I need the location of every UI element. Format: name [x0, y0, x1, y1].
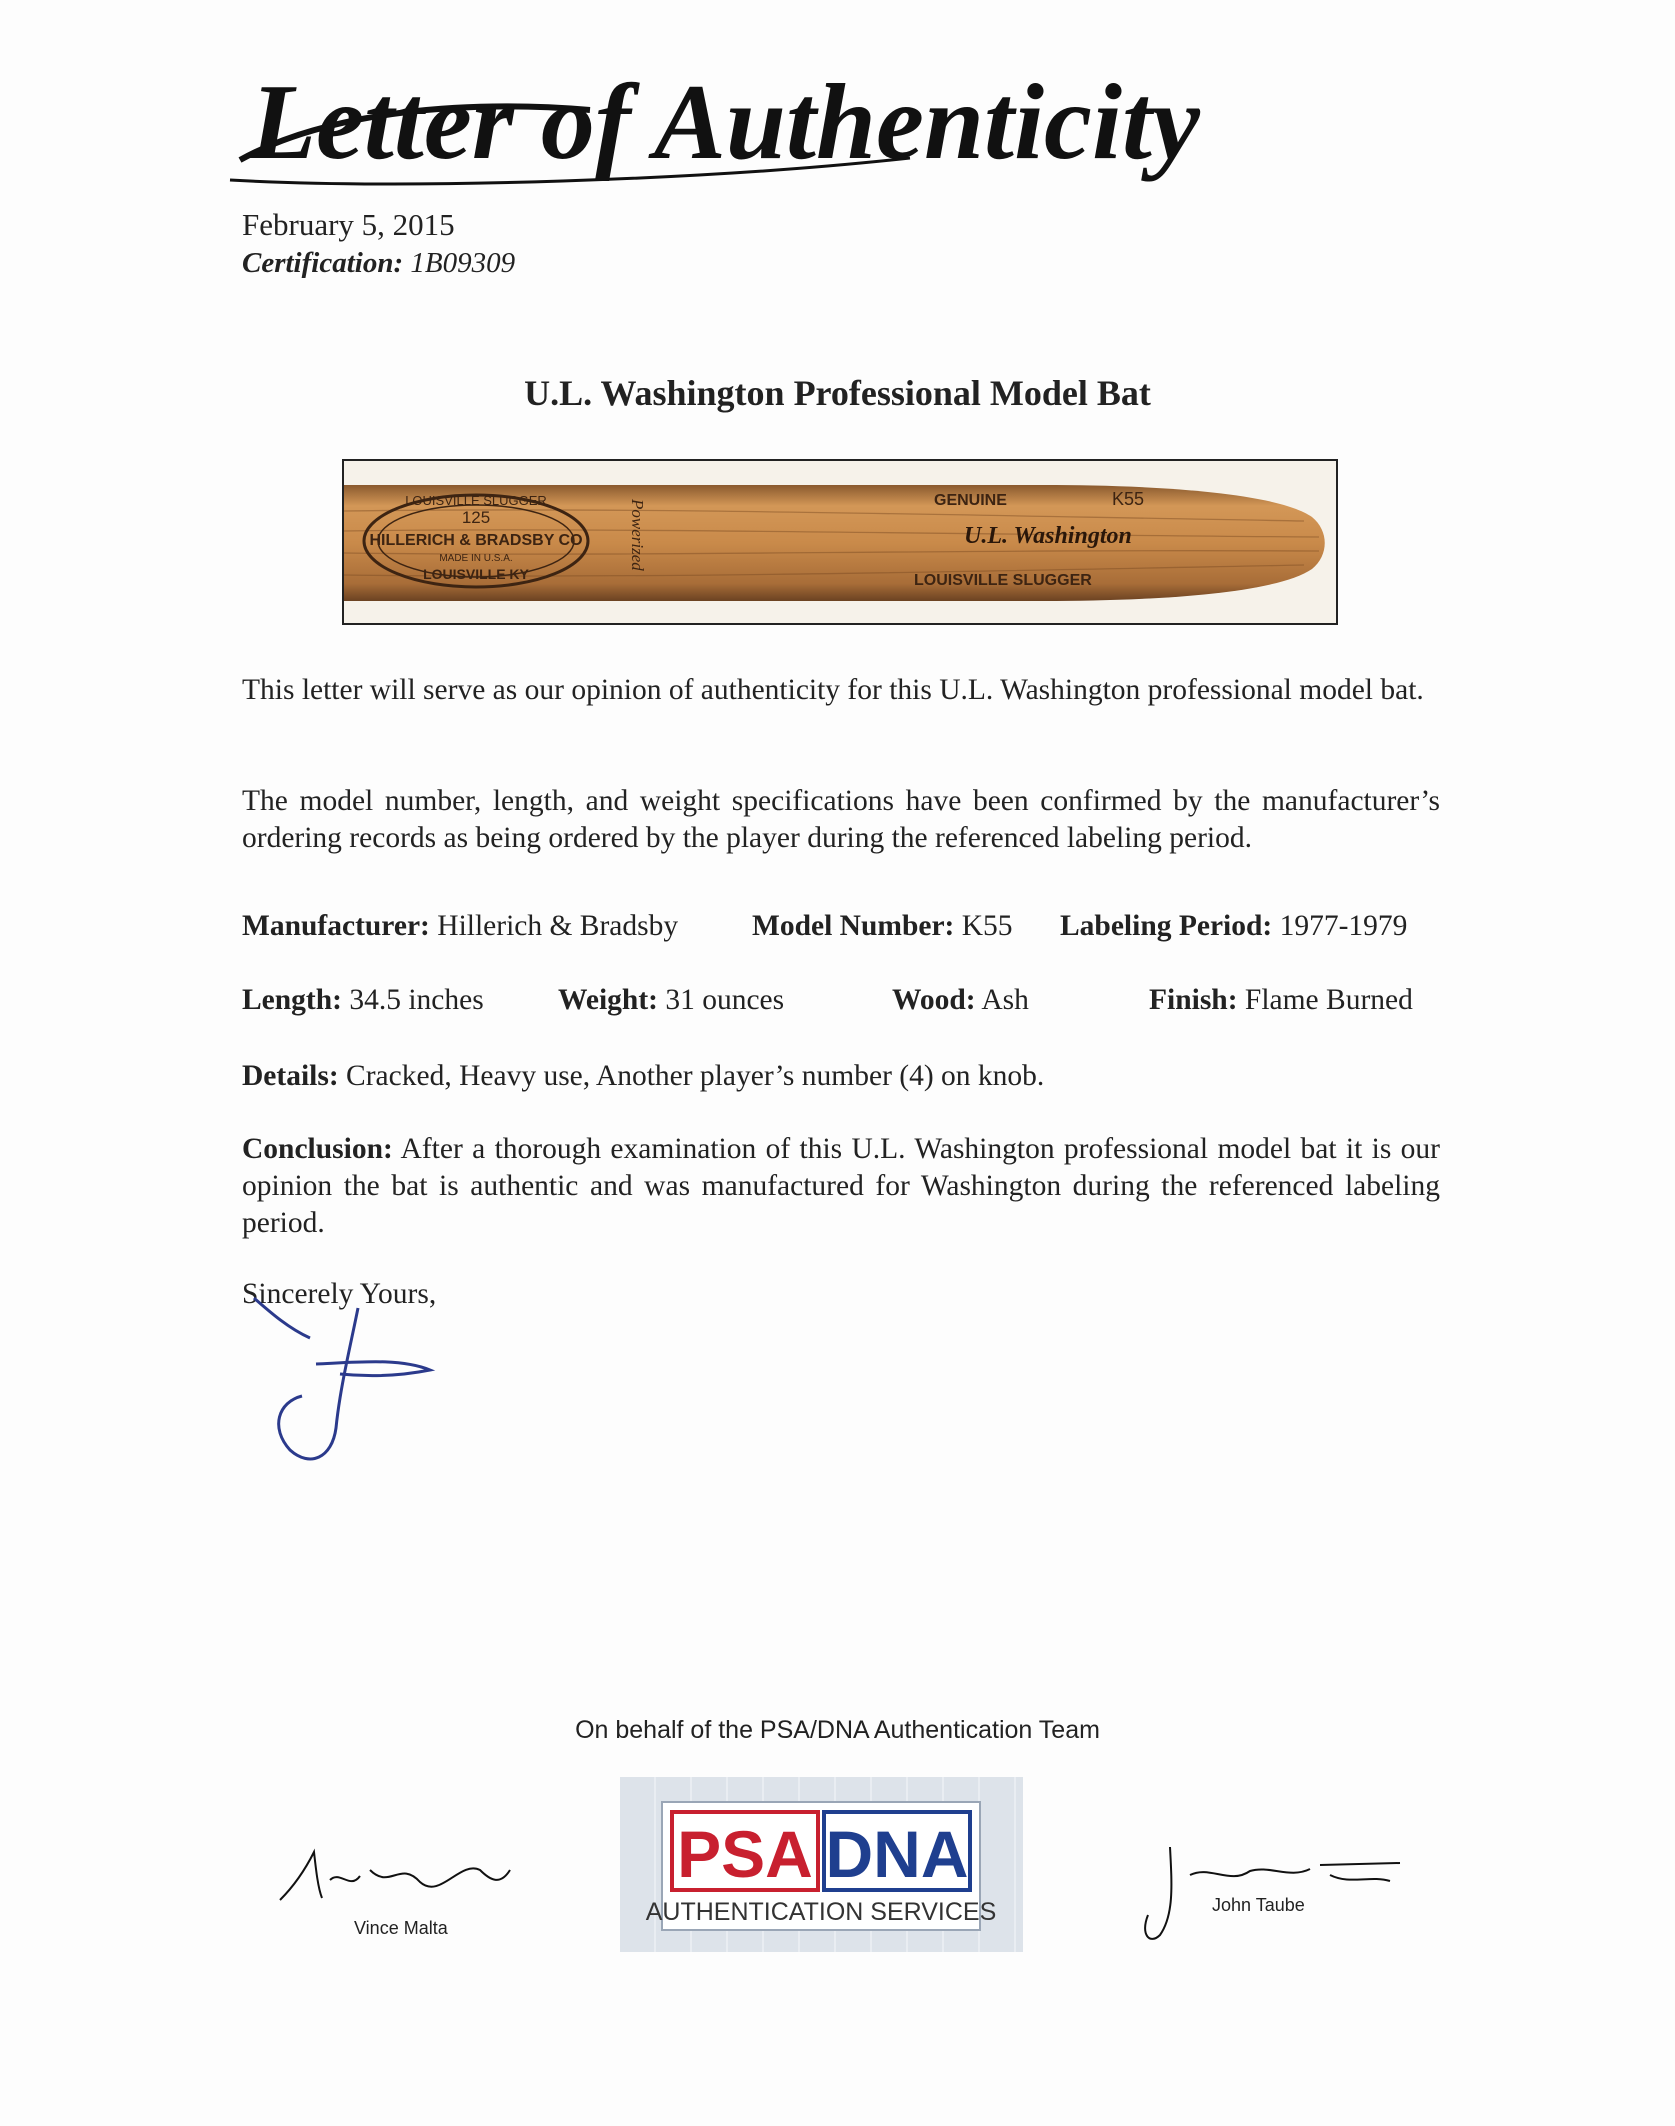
- title-text: Letter of Authenticity: [250, 63, 1200, 182]
- spec-row-2: [242, 984, 1440, 1024]
- stamp-top: LOUISVILLE SLUGGER: [405, 493, 547, 508]
- psa-dna-logo: [620, 1777, 1023, 1952]
- certification-number: 1B09309: [410, 247, 516, 279]
- spec-details: Details: Cracked, Heavy use, Another player’s number (4) on knob.: [242, 1060, 1045, 1092]
- spec-conclusion: Conclusion: After a thorough examination of this U.L. Washington professional model bat it is our opinion the bat is authentic and was manufactured for Washington during the referenced labeling period.: [242, 1133, 1440, 1239]
- stamp-made: MADE IN U.S.A.: [439, 553, 513, 564]
- spec-length: Length: 34.5 inches: [242, 984, 484, 1016]
- signer-name-left: Vince Malta: [354, 1918, 448, 1938]
- spec-labeling-period: Labeling Period: 1977-1979: [1060, 910, 1408, 942]
- paragraph-specifications: The model number, length, and weight specifications have been confirmed by the manufacturer’s ordering records as being ordered by the player during the referenced labeling period.: [242, 785, 1440, 854]
- signature-vince-malta: [270, 1840, 520, 1920]
- stamp-brand: LOUISVILLE SLUGGER: [914, 572, 1092, 589]
- spec-row-1: [242, 910, 1440, 950]
- stamp-model: K55: [1112, 489, 1145, 509]
- bat-player-signature: U.L. Washington: [964, 523, 1132, 549]
- closing: Sincerely Yours,: [242, 1278, 437, 1310]
- stamp-city: LOUISVILLE KY: [423, 566, 529, 582]
- bat-photo: [342, 459, 1338, 625]
- item-title: U.L. Washington Professional Model Bat: [524, 373, 1151, 413]
- stamp-number: 125: [461, 508, 491, 527]
- logo-dna: DNA: [825, 1817, 969, 1891]
- stamp-genuine: GENUINE: [934, 492, 1007, 509]
- spec-model-number: Model Number: K55: [752, 910, 1013, 942]
- paragraph-opinion: This letter will serve as our opinion of authenticity for this U.L. Washington professional model bat.: [242, 674, 1424, 706]
- letter-date: February 5, 2015: [242, 207, 455, 242]
- logo-psa: PSA: [677, 1817, 813, 1891]
- spec-weight: Weight: 31 ounces: [558, 984, 785, 1016]
- signer-name-right: John Taube: [1212, 1895, 1305, 1915]
- handwritten-signature: [240, 1278, 440, 1478]
- logo-tagline: AUTHENTICATION SERVICES: [645, 1898, 997, 1926]
- spec-manufacturer: Manufacturer: Hillerich & Bradsby: [242, 910, 679, 942]
- signature-john-taube: [1130, 1835, 1410, 1945]
- stamp-powerized: Powerized: [628, 499, 647, 571]
- certification: [242, 247, 515, 280]
- spec-wood: Wood: Ash: [892, 984, 1029, 1016]
- certification-label: Certification:: [242, 247, 404, 279]
- letter-title: [210, 40, 1430, 210]
- stamp-maker: HILLERICH & BRADSBY CO: [369, 532, 583, 549]
- on-behalf-text: On behalf of the PSA/DNA Authentication Team: [575, 1716, 1100, 1744]
- spec-finish: Finish: Flame Burned: [1149, 984, 1413, 1016]
